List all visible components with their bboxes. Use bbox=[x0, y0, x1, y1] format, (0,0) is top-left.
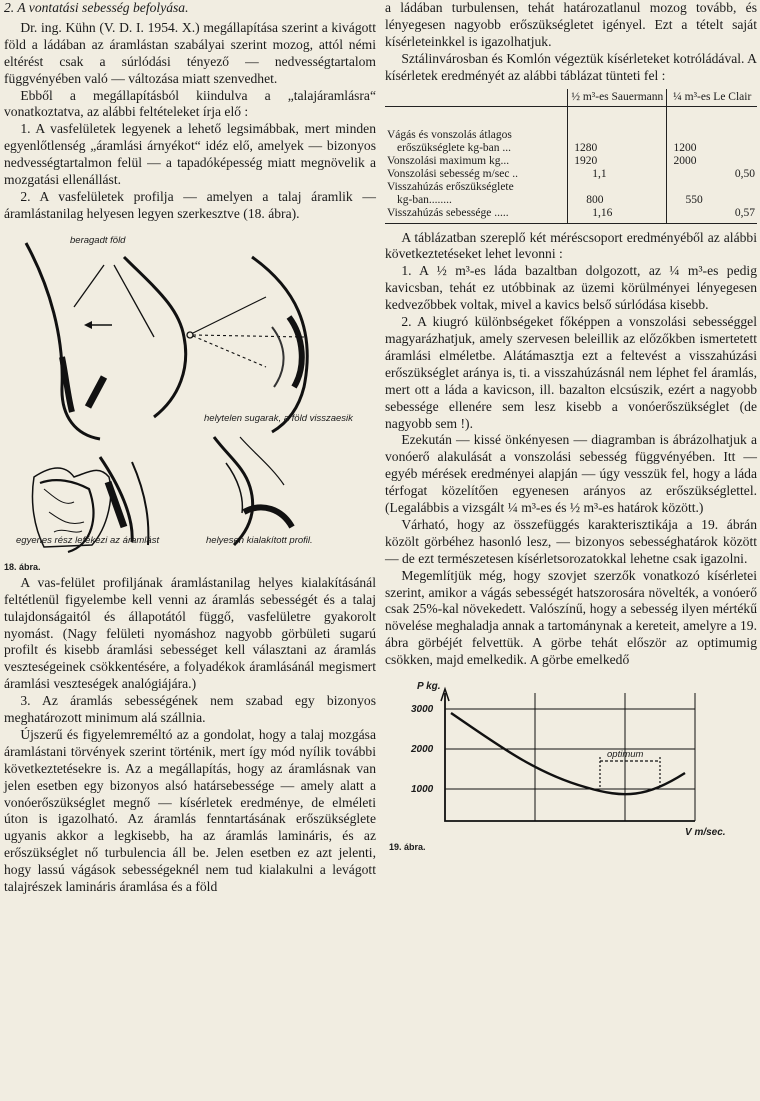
paragraph: Sztálinvárosban és Komlón végeztük kísérleteket kotróládával. A kísérletek eredményét az alábbi táblázat tünteti fel : bbox=[385, 50, 757, 83]
row-label: erőszükséglete kg-ban ... bbox=[397, 141, 512, 154]
label-egyenes-resz: egyenes rész lefékezi az áramlást bbox=[16, 534, 160, 546]
table-header-sauermann: ½ m³-es Sauermann bbox=[568, 89, 667, 107]
paragraph: A táblázatban szereplő két méréscsoport eredményéből az alábbi következtetéseket lehet levonni : bbox=[385, 229, 757, 262]
figure-19 bbox=[385, 673, 757, 853]
table-row bbox=[385, 194, 757, 207]
figure-19-caption: 19. ábra. bbox=[389, 842, 426, 853]
cell-value: 1920 bbox=[568, 155, 667, 168]
label-helytelen-sugarak: helytelen sugarak, a föld visszaesik bbox=[204, 412, 353, 424]
cell-value: 800 bbox=[568, 194, 667, 207]
x-axis-label: V m/sec. bbox=[685, 827, 726, 839]
paragraph: 1. A vasfelületek legyenek a lehető legsimábbak, mert minden egyenlőtlenség „áramlási árnyékot“ idéz elő, amelyek — bizonyos nedvességtartalmon felül — a tapadóképesség miatt megnövelik a mozgatási ellenállást. bbox=[4, 121, 376, 188]
label-beragadt-fold: beragadt föld bbox=[70, 234, 126, 246]
table-row bbox=[385, 168, 757, 181]
paragraph: 3. Az áramlás sebességének nem szabad egy bizonyos meghatározott minimum alá szállnia. bbox=[4, 693, 376, 726]
paragraph: 2. A vasfelületek profilja — amelyen a talaj áramlik — áramlástanilag helyesen legyen szerkesztve (18. ábra). bbox=[4, 188, 376, 221]
cell-value: 0,50 bbox=[667, 168, 757, 181]
paragraph: A vas-felület profiljának áramlástanilag helyes kialakításánál feltétlenül figyelembe kell venni az áramlás sebességét és a talaj tulajdonságaitól és állapotától függő, vasfelületre gyakorolt nyomást. (Nagy felületi nyomáshoz nagyobb görbületi sugarú profilt és kisebb áramlási sebességet kell választani az áramlás veszteségeinek csökkentésére, a folyadékok áramlásánál megismert áramlási veszteségek analógiájára.) bbox=[4, 574, 376, 692]
paragraph: Dr. ing. Kühn (V. D. I. 1954. X.) megállapítása szerint a kivágott föld a ládában az áramlástan szabályai szerint mozog, attól némi eltérést csak a súrlódási tényező — nedvességtartalom függvényében való — változása miatt szenvedhet. bbox=[4, 19, 376, 86]
row-label: Vonszolási maximum kg... bbox=[387, 154, 510, 167]
paragraph: Ezekután — kissé önkényesen — diagramban is ábrázolhatjuk a vonóerő alakulását a vonszolási sebesség függvényében. Itt — egyéb mérések eredményei alapján — úgy vesszük fel, hogy a láda térfogat közelítően egyenesen arányos az erőszükséglettel. (Legalábbis a vizsgált ¼ m³-es és ½ m³-es határok között.) bbox=[385, 432, 757, 516]
row-label: Vágás és vonszolás átlagos bbox=[387, 128, 512, 141]
figure-19-chart bbox=[385, 673, 757, 843]
row-label: Vonszolási sebesség m/sec .. bbox=[387, 167, 519, 180]
paragraph: Ebből a megállapításból kiindulva a „talajáramlásra“ vonatkoztatva, az alábbi feltételeket írja elő : bbox=[4, 87, 376, 120]
y-tick-label: 2000 bbox=[411, 744, 434, 756]
y-tick-label: 3000 bbox=[411, 704, 434, 716]
cell-value: 0,57 bbox=[667, 207, 757, 224]
paragraph: Újszerű és figyelemreméltó az a gondolat, hogy a talaj mozgása áramlástani törvények szerint történik, mert így mód nyílik további következtetésekre is. Az a megállapítás, hogy az áramlásnak van jelen esetben egy bizonyos alsó határsebessége — amely alatt a vonóerőszükséglet megnő — kísérletek eredménye, de elméleti úton is igazolható. Az áramlás fenntartásának erőszükséglete ugyanis akkor a legkisebb, ha az áramlás lamináris, és az erőszükséglet nő turbulencia áll be. Jelen esetben ez azt jelenti, hogy lassú vágások sebességeknél nem tud kialakulni a levágott talajrészek lamináris áramlása és a föld bbox=[4, 726, 376, 895]
table-row bbox=[385, 207, 757, 224]
cell-value: 550 bbox=[667, 194, 757, 207]
table-header-blank bbox=[385, 89, 568, 107]
y-tick-label: 1000 bbox=[411, 784, 434, 796]
results-table bbox=[385, 89, 757, 224]
table-row bbox=[385, 142, 757, 155]
table-row bbox=[385, 155, 757, 168]
table-row bbox=[385, 106, 757, 142]
paragraph: Megemlítjük még, hogy szovjet szerzők vonatkozó kísérletei szerint, amikor a vágás sebességét hatszorosára növelték, a vonóerő csak 25%-kal növekedett. Valószínű, hogy a sebesség ilyen mértékű növelése meghaladja annak a tartománynak a kereteit, amelyre a 19. ábra görbéjét felvettük. A görbe tehát először az optimumig csökken, majd emelkedik. A görbe emelkedő bbox=[385, 567, 757, 668]
cell-value: 2000 bbox=[667, 155, 757, 168]
table-header-leclair: ¼ m³-es Le Clair bbox=[667, 89, 757, 107]
paragraph: 2. A kiugró különbségeket főképpen a vonszolási sebességgel magyarázhatjuk, amely szervesen beleillik az előzőkben ismertetett áramlási elméletbe. Alátámasztja ezt a feltevést a visszahúzási erőszükséglet aránya is, ti. a visszahúzásnál nem léphet fel áramlás, mert ott a láda a kavicson, ill. bazalton elcsúszik, ezért a nagyobb sebessége ellenére sem lesz kisebb a vonóerőszükséglet (de nagyobb sem !). bbox=[385, 314, 757, 431]
cell-value: 1,1 bbox=[568, 168, 667, 181]
row-label: kg-ban........ bbox=[397, 193, 452, 206]
optimum-label: optimum bbox=[607, 749, 644, 761]
row-label: Visszahúzás sebessége ..... bbox=[385, 207, 568, 224]
figure-18 bbox=[4, 227, 376, 573]
cell-value: 1280 bbox=[568, 142, 667, 155]
y-axis-label: P kg. bbox=[417, 681, 441, 693]
row-label: Visszahúzás erőszükséglete bbox=[387, 180, 514, 193]
paragraph: a ládában turbulensen, tehát határozatlanul mozog tovább, és lényegesen nagyobb erőszükségletet igényel. Ezt a tételt saját kísérleteinkkel is igazolhatjuk. bbox=[385, 0, 757, 49]
cell-value: 1,16 bbox=[568, 207, 667, 224]
paragraph: 1. A ½ m³-es láda bazaltban dolgozott, az ¼ m³-es pedig kavicsban, tehát ez utóbbinak az üzemi körülményei lényegesen kedvezőbbek voltak, mivel a kavics belső súrlódása kisebb. bbox=[385, 263, 757, 313]
cell-value: 1200 bbox=[667, 142, 757, 155]
label-helyesen-profil: helyesen kialakított profil. bbox=[206, 534, 313, 546]
figure-18-caption: 18. ábra. bbox=[4, 561, 41, 572]
figure-18-drawing bbox=[4, 227, 376, 557]
left-column bbox=[4, 0, 376, 896]
section-heading: 2. A vontatási sebesség befolyása. bbox=[4, 0, 189, 15]
right-column bbox=[385, 0, 757, 855]
paragraph: Várható, hogy az összefüggés karakterisztikája a 19. ábrán közölt görbéhez hasonló lesz, — bizonyos sebességhatárok között — de ezt természetesen kísérletsorozatokkal lehetne csak igazolni. bbox=[385, 516, 757, 566]
table-row bbox=[385, 181, 757, 194]
